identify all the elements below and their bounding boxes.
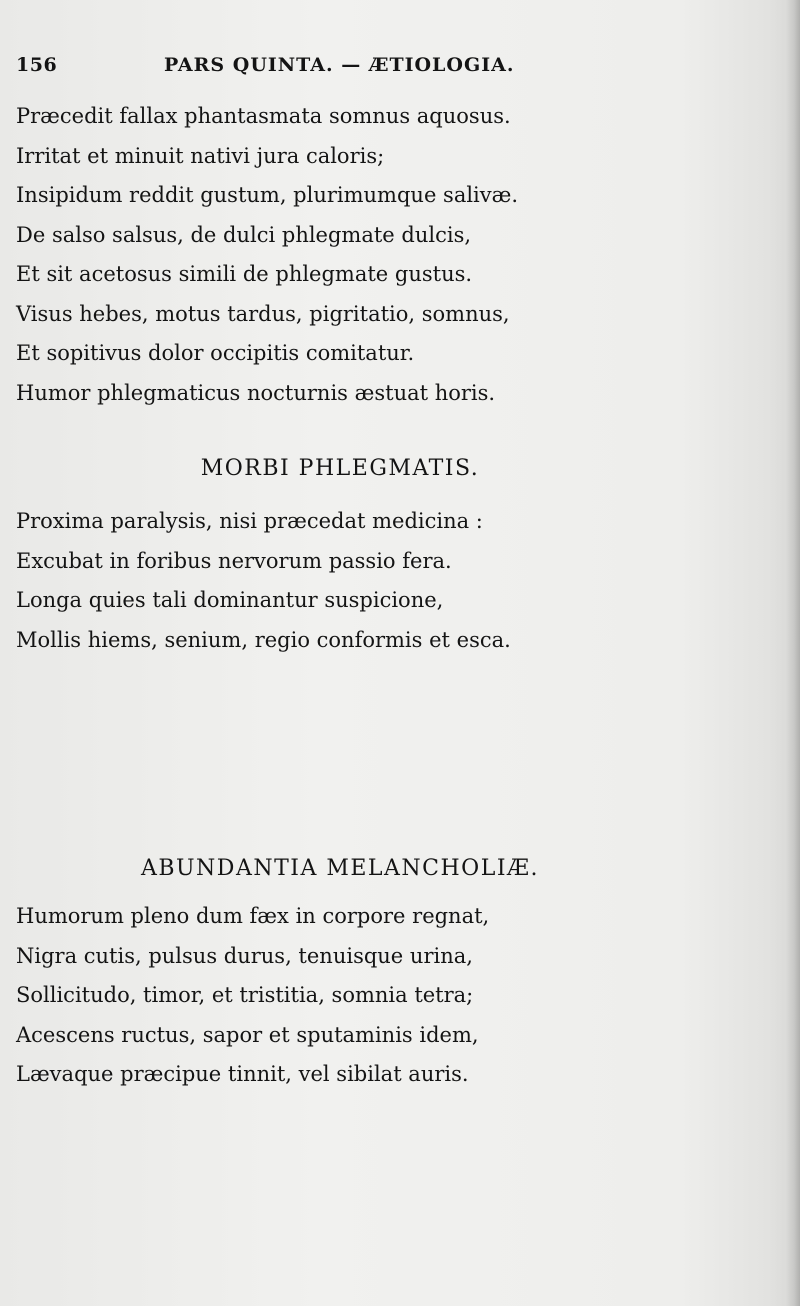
verse-line: Præcedit fallax phantasmata somnus aquosus. bbox=[16, 104, 511, 128]
section-heading-abundantia-melancholiae: ABUNDANTIA MELANCHOLIÆ. bbox=[140, 856, 540, 881]
verse-line: Nigra cutis, pulsus durus, tenuisque urina, bbox=[16, 943, 473, 968]
section-heading-morbi-phlegmatis: MORBI PHLEGMATIS. bbox=[200, 456, 480, 481]
verse-line: Insipidum reddit gustum, plurimumque salivæ. bbox=[16, 183, 519, 207]
verse-line: Acescens ructus, sapor et sputaminis idem, bbox=[16, 1022, 479, 1047]
verse-stanza-3 bbox=[16, 897, 656, 1095]
page-number: 156 bbox=[16, 54, 58, 76]
verse-line: Humor phlegmaticus nocturnis æstuat horis. bbox=[16, 380, 496, 405]
verse-stanza-2 bbox=[16, 502, 656, 660]
verse-line: Irritat et minuit nativi jura caloris; bbox=[16, 143, 385, 168]
verse-line: Excubat in foribus nervorum passio fera. bbox=[16, 548, 452, 573]
verse-line: Et sit acetosus simili de phlegmate gustus. bbox=[16, 262, 473, 286]
verse-line: Sollicitudo, timor, et tristitia, somnia tetra; bbox=[16, 983, 474, 1007]
verse-line: De salso salsus, de dulci phlegmate dulcis, bbox=[16, 222, 472, 247]
verse-line: Et sopitivus dolor occipitis comitatur. bbox=[16, 341, 415, 365]
verse-stanza-1 bbox=[16, 97, 656, 413]
verse-line: Mollis hiems, senium, regio conformis et esca. bbox=[16, 627, 511, 652]
page-edge-shadow bbox=[786, 0, 800, 1306]
verse-line: Longa quies tali dominantur suspicione, bbox=[16, 588, 444, 612]
running-title: PARS QUINTA. — ÆTIOLOGIA. bbox=[164, 54, 515, 76]
verse-line: Lævaque præcipue tinnit, vel sibilat auris. bbox=[16, 1062, 469, 1086]
verse-line: Proxima paralysis, nisi præcedat medicina : bbox=[16, 509, 483, 533]
verse-line: Visus hebes, motus tardus, pigritatio, somnus, bbox=[16, 301, 510, 326]
running-head bbox=[16, 54, 536, 80]
verse-line: Humorum pleno dum fæx in corpore regnat, bbox=[16, 904, 490, 928]
